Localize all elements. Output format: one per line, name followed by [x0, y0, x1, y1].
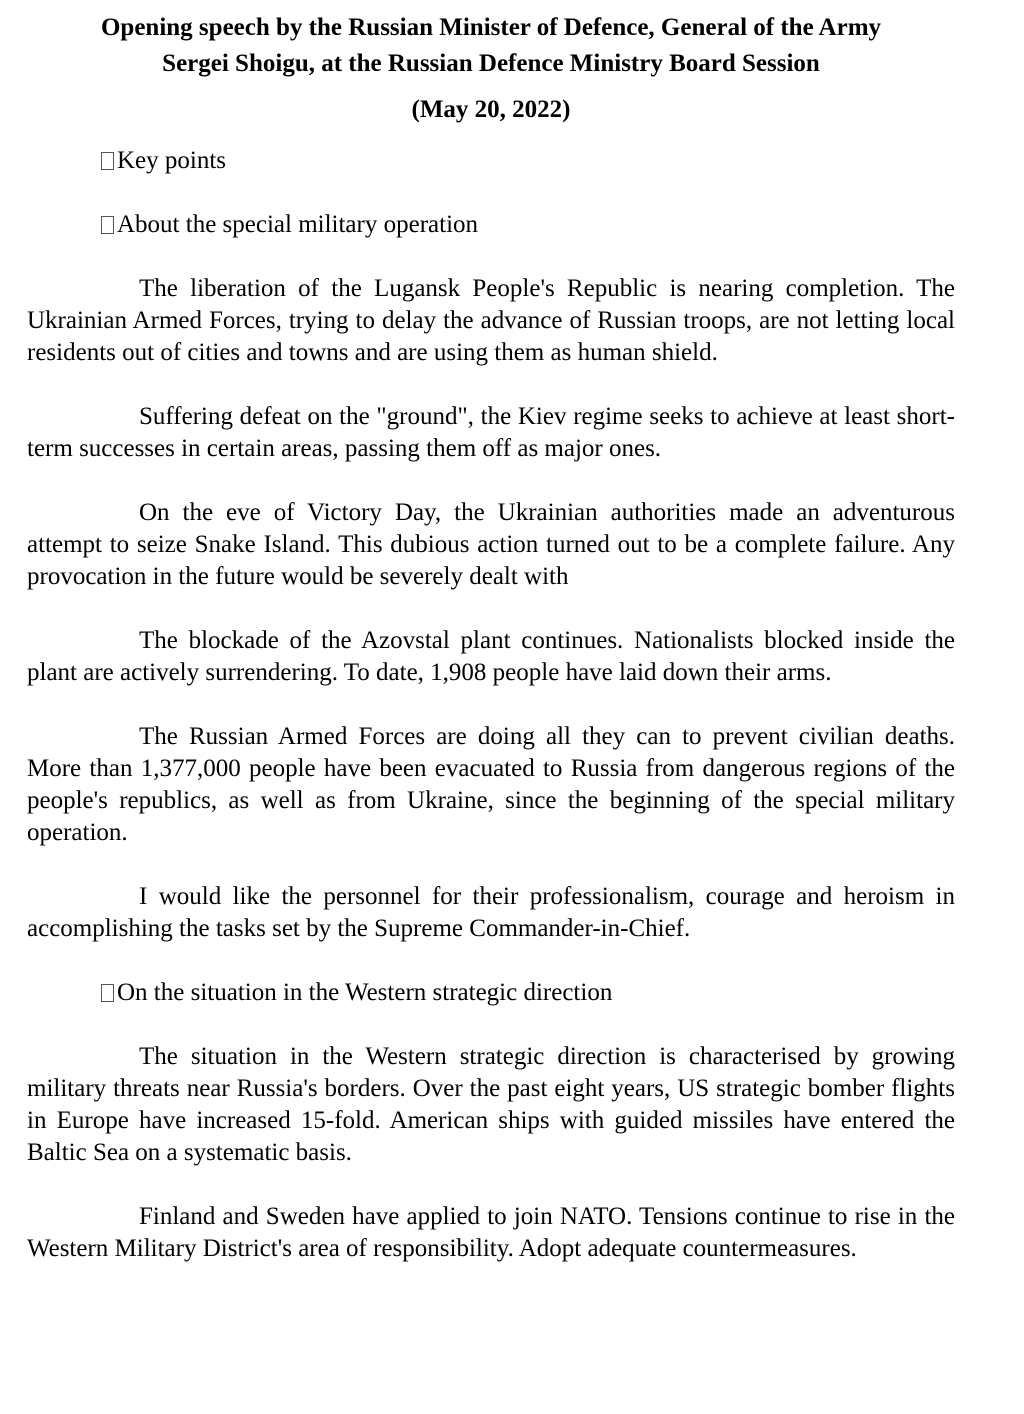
section-heading-special-operation	[27, 209, 955, 241]
title-line-1: Opening speech by the Russian Minister of Defence, General of the Army	[100, 14, 882, 41]
paragraph: The liberation of the Lugansk People's Republic is nearing completion. The Ukrainian Armed Forces, trying to delay the advance of Russian troops, are not letting local residents out of cities and towns and are using them as human shield.	[27, 275, 955, 366]
missing-glyph-box-icon	[101, 216, 114, 234]
document-date: (May 20, 2022)	[411, 96, 571, 123]
paragraph: Finland and Sweden have applied to join NATO. Tensions continue to rise in the Western Military District's area of responsibility. Adopt adequate countermeasures.	[27, 1203, 955, 1262]
key-points-label: Key points	[117, 147, 227, 174]
paragraph: The situation in the Western strategic direction is characterised by growing military threats near Russia's borders. Over the past eight years, US strategic bomber flights in Europe have increased 15-fold. American ships with guided missiles have entered the Baltic Sea on a systematic basis.	[27, 1043, 955, 1166]
key-points-heading	[27, 145, 955, 177]
document-page	[27, 10, 955, 1265]
paragraph: I would like the personnel for their professionalism, courage and heroism in accomplishing the tasks set by the Supreme Commander-in-Chief.	[27, 883, 955, 942]
missing-glyph-box-icon	[101, 152, 114, 170]
missing-glyph-box-icon	[101, 984, 114, 1002]
paragraph: The blockade of the Azovstal plant continues. Nationalists blocked inside the plant are actively surrendering. To date, 1,908 people have laid down their arms.	[27, 627, 955, 686]
section-heading-western-direction	[27, 977, 955, 1009]
document-title	[27, 10, 955, 82]
paragraph: On the eve of Victory Day, the Ukrainian authorities made an adventurous attempt to seize Snake Island. This dubious action turned out to be a complete failure. Any provocation in the future would be severely dealt with	[27, 499, 955, 590]
paragraph: Suffering defeat on the "ground", the Kiev regime seeks to achieve at least short-term successes in certain areas, passing them off as major ones.	[27, 403, 955, 462]
section-heading-label: About the special military operation	[117, 211, 479, 238]
title-line-2: Sergei Shoigu, at the Russian Defence Ministry Board Session	[162, 50, 820, 77]
section-heading-label: On the situation in the Western strategic direction	[117, 979, 613, 1006]
paragraph: The Russian Armed Forces are doing all they can to prevent civilian deaths. More than 1,377,000 people have been evacuated to Russia from dangerous regions of the people's republics, as well as from Ukraine, since the beginning of the special military operation.	[27, 723, 955, 846]
